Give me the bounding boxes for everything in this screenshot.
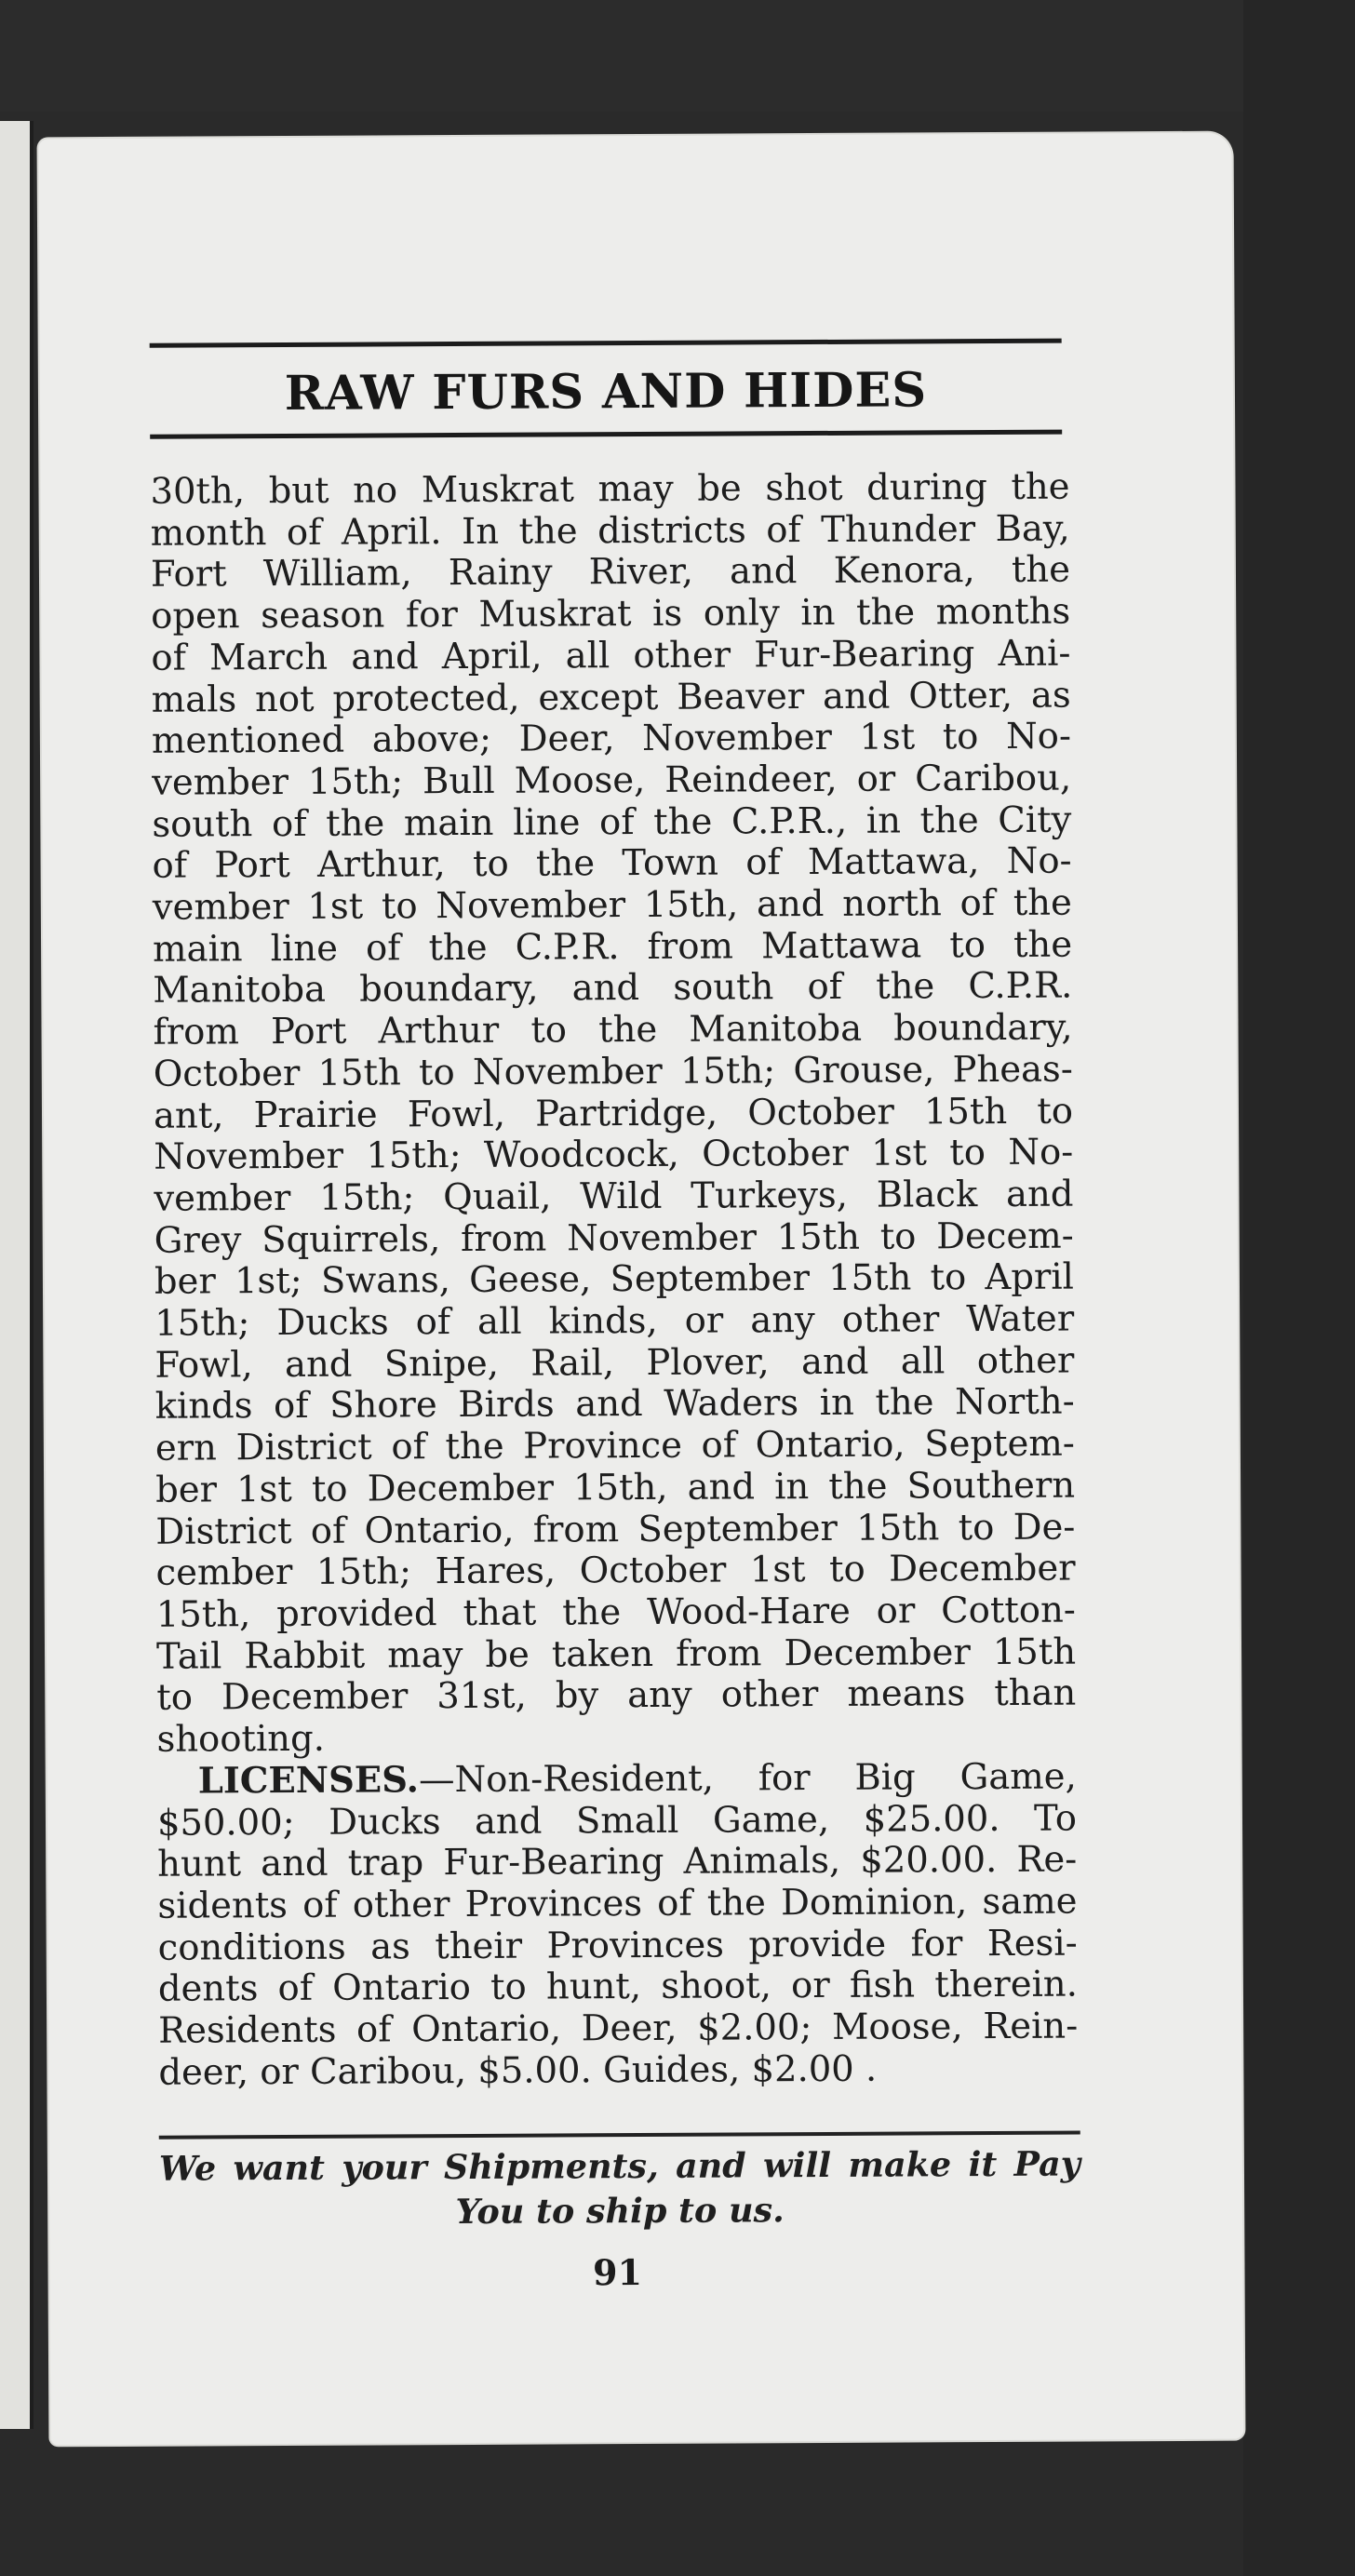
licenses-line: $50.00; Ducks and Small Game, $25.00. To	[156, 1797, 1078, 1845]
body-line: 15th; Ducks of all kinds, or any other Water	[154, 1297, 1075, 1345]
body-line: October 15th to November 15th; Grouse, Pheas-	[153, 1048, 1073, 1095]
footer-rule	[159, 2131, 1080, 2140]
scan-background-top	[0, 0, 1355, 112]
body-line: south of the main line of the C.P.R., in the City	[152, 798, 1072, 846]
body-line: kinds of Shore Birds and Waders in the North-	[154, 1381, 1075, 1429]
body-line: District of Ontario, from September 15th to De-	[155, 1506, 1076, 1553]
page-number: 91	[592, 2251, 643, 2294]
scan-background-right	[1243, 0, 1355, 2576]
licenses-line: conditions as their Provinces provide for Resi-	[157, 1922, 1078, 1969]
body-line: open season for Muskrat is only in the months	[151, 590, 1071, 637]
licenses-line: dents of Ontario to hunt, shoot, or fish therein.	[157, 1963, 1079, 2011]
body-line: of Port Arthur, to the Town of Mattawa, No-	[152, 839, 1072, 888]
body-line: ber 1st to December 15th, and in the Southern	[155, 1464, 1076, 1511]
body-line: cember 15th; Hares, October 1st to December	[155, 1547, 1076, 1595]
body-line: Tail Rabbit may be taken from December 15th	[155, 1630, 1077, 1678]
book-page	[39, 133, 1244, 2446]
body-line: main line of the C.P.R. from Mattawa to the	[152, 923, 1073, 971]
body-line: to December 31st, by any other means than	[156, 1671, 1077, 1720]
body-line: Manitoba boundary, and south of the C.P.R.	[153, 965, 1073, 1013]
licenses-line: Residents of Ontario, Deer, $2.00; Moose, Rein-	[158, 2005, 1079, 2052]
body-line: ern District of the Province of Ontario, Septem-	[154, 1422, 1075, 1469]
body-line: month of April. In the districts of Thunder Bay,	[150, 507, 1070, 555]
body-line: vember 1st to November 15th, and north of the	[152, 881, 1072, 929]
body-text	[150, 467, 1078, 2095]
page-title: RAW FURS AND HIDES	[284, 362, 928, 422]
footer-slogan-line-2: You to ship to us.	[455, 2190, 785, 2233]
licenses-line: deer, or Caribou, $5.00. Guides, $2.00 .	[158, 2047, 878, 2094]
body-line: ant, Prairie Fowl, Partridge, October 15th to	[153, 1090, 1074, 1137]
body-line: from Port Arthur to the Manitoba boundary,	[153, 1006, 1073, 1053]
footer-slogan-line-1: We want your Shipments, and will make it Pay	[158, 2143, 1081, 2189]
body-line: of March and April, all other Fur-Bearing Ani-	[151, 632, 1071, 679]
licenses-line: hunt and trap Fur-Bearing Animals, $20.00. Re-	[157, 1838, 1078, 1885]
body-line: vember 15th; Quail, Wild Turkeys, Black and	[154, 1173, 1074, 1220]
body-line: mals not protected, except Beaver and Otter, as	[151, 674, 1071, 721]
body-line: ber 1st; Swans, Geese, September 15th to April	[154, 1255, 1075, 1304]
body-line: shooting.	[156, 1717, 326, 1761]
header-rule-bottom	[150, 430, 1062, 439]
body-line: Grey Squirrels, from November 15th to Decem-	[154, 1214, 1074, 1262]
body-line: Fowl, and Snipe, Rail, Plover, and all other	[154, 1339, 1075, 1387]
body-line: Fort William, Rainy River, and Kenora, the	[150, 548, 1071, 597]
body-line: vember 15th; Bull Moose, Reindeer, or Caribou,	[152, 757, 1072, 804]
body-line: 15th, provided that the Wood-Hare or Cotton-	[155, 1589, 1076, 1636]
body-line: 30th, but no Muskrat may be shot during the	[150, 465, 1070, 513]
facing-page-edge	[0, 121, 34, 2429]
body-line: mentioned above; Deer, November 1st to No-	[151, 715, 1072, 762]
footer-slogan	[159, 2142, 1080, 2236]
licenses-line: sidents of other Provinces of the Dominion, same	[157, 1880, 1078, 1927]
header-rule-top	[150, 339, 1062, 348]
licenses-first-line: —Non-Resident, for Big Game,	[418, 1755, 1077, 1802]
licenses-heading: LICENSES.	[197, 1759, 420, 1803]
licenses-paragraph-start	[157, 1756, 1077, 1803]
body-line: November 15th; Woodcock, October 1st to No-	[154, 1131, 1074, 1178]
